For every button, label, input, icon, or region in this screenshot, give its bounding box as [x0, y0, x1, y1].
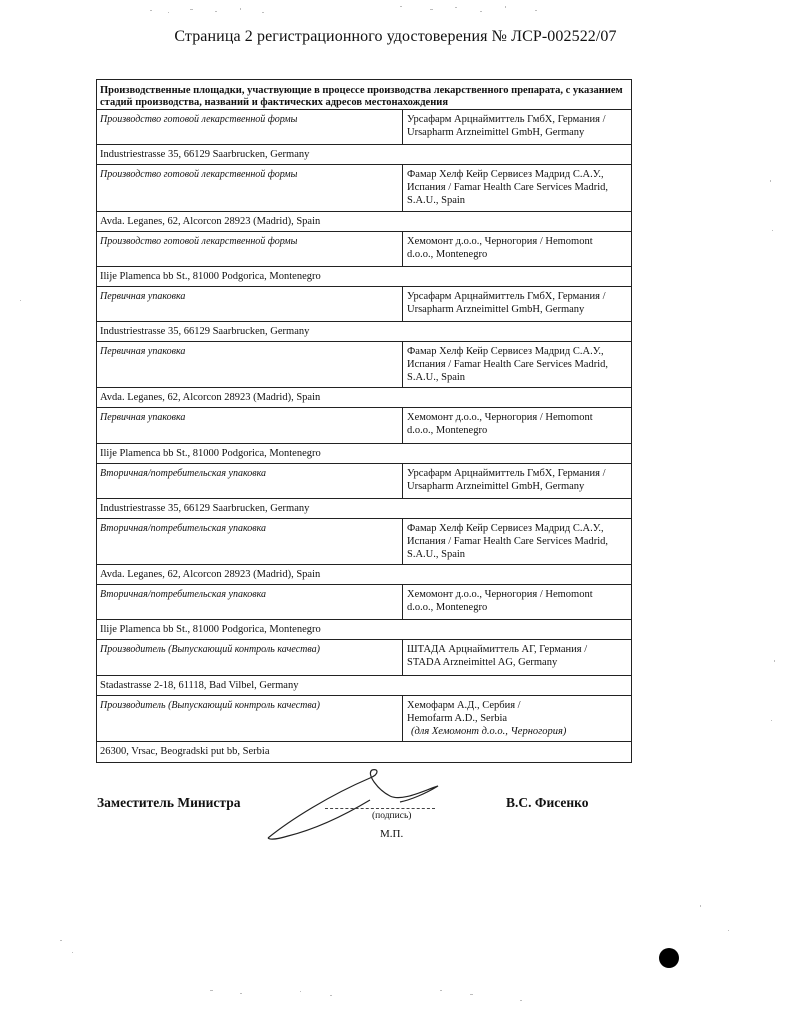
table-heading-row	[97, 80, 631, 110]
company-line: ШТАДА Арцнаймиттель АГ, Германия /	[407, 644, 588, 656]
site-stage-row	[97, 165, 631, 212]
address-cell: Industriestrasse 35, 66129 Saarbrucken, Germany	[100, 149, 310, 161]
address-row	[97, 444, 631, 464]
company-cell	[403, 232, 631, 266]
signature-block	[0, 780, 791, 860]
site-stage-row	[97, 585, 631, 620]
page-title: Страница 2 регистрационного удостоверения № ЛСР-002522/07	[174, 28, 617, 45]
company-cell	[403, 287, 631, 321]
company-line: Хемомонт д.о.о., Черногория / Hemomont	[407, 412, 593, 424]
address-cell: Ilije Plamenca bb St., 81000 Podgorica, Montenegro	[100, 624, 321, 636]
company-line: Фамар Хелф Кейр Сервисез Мадрид С.А.У.,	[407, 169, 604, 181]
company-cell	[403, 585, 631, 619]
company-cell	[403, 696, 631, 742]
company-cell	[403, 464, 631, 498]
company-line: Испания / Famar Health Care Services Madrid,	[407, 182, 608, 194]
address-row	[97, 499, 631, 519]
site-stage-row	[97, 110, 631, 145]
company-cell	[403, 408, 631, 442]
company-line: Ursapharm Arzneimittel GmbH, Germany	[407, 480, 585, 492]
site-stage-row	[97, 287, 631, 322]
stage-cell: Первичная упаковка	[97, 408, 403, 442]
address-row	[97, 145, 631, 165]
stage-cell: Вторичная/потребительская упаковка	[97, 585, 403, 619]
company-line: d.o.o., Montenegro	[407, 425, 488, 437]
company-line: Хемомонт д.о.о., Черногория / Hemomont	[407, 589, 593, 601]
signatory-name: В.С. Фисенко	[506, 795, 589, 810]
stage-cell: Производство готовой лекарственной формы	[97, 110, 403, 144]
address-row	[97, 212, 631, 232]
address-cell: 26300, Vrsac, Beogradski put bb, Serbia	[100, 746, 270, 758]
address-row	[97, 267, 631, 287]
company-line: Урсафарм Арцнаймиттель ГмбХ, Германия /	[407, 467, 606, 479]
site-stage-row	[97, 640, 631, 675]
punch-hole-mark	[659, 948, 679, 968]
address-cell: Avda. Leganes, 62, Alcorcon 28923 (Madrid), Spain	[100, 569, 321, 581]
company-line: Хемомонт д.о.о., Черногория / Hemomont	[407, 235, 593, 247]
company-cell	[403, 110, 631, 144]
site-stage-row	[97, 232, 631, 267]
company-line: d.o.o., Montenegro	[407, 248, 488, 260]
stage-cell: Первичная упаковка	[97, 287, 403, 321]
address-cell: Industriestrasse 35, 66129 Saarbrucken, Germany	[100, 502, 310, 514]
site-stage-row	[97, 519, 631, 566]
site-stage-row	[97, 342, 631, 389]
site-stage-row	[97, 408, 631, 443]
address-cell: Avda. Leganes, 62, Alcorcon 28923 (Madrid), Spain	[100, 392, 321, 404]
address-cell: Ilije Plamenca bb St., 81000 Podgorica, Montenegro	[100, 447, 321, 459]
stage-cell: Производитель (Выпускающий контроль качества)	[97, 640, 403, 674]
company-line: Хемофарм А.Д., Сербия /	[407, 699, 521, 711]
address-row	[97, 322, 631, 342]
address-row	[97, 620, 631, 640]
company-note: (для Хемомонт д.о.о., Черногория)	[411, 725, 567, 737]
table-heading: Производственные площадки, участвующие в процессе производства лекарственного препарата, с указанием стадий производства, названий и фактических адресов местонахождения	[100, 85, 623, 108]
company-line: Фамар Хелф Кейр Сервисез Мадрид С.А.У.,	[407, 522, 604, 534]
company-line: Урсафарм Арцнаймиттель ГмбХ, Германия /	[407, 290, 606, 302]
signature-line	[325, 808, 435, 809]
company-line: Фамар Хелф Кейр Сервисез Мадрид С.А.У.,	[407, 345, 604, 357]
company-cell	[403, 342, 631, 388]
company-line: STADA Arzneimittel AG, Germany	[407, 657, 558, 669]
stamp-caption: М.П.	[380, 828, 404, 840]
site-stage-row	[97, 696, 631, 743]
company-cell	[403, 165, 631, 211]
address-cell: Ilije Plamenca bb St., 81000 Podgorica, Montenegro	[100, 270, 321, 282]
company-line: Ursapharm Arzneimittel GmbH, Germany	[407, 127, 585, 138]
signature-caption: (подпись)	[372, 811, 412, 821]
company-line: S.A.U., Spain	[407, 195, 466, 207]
stage-cell: Вторичная/потребительская упаковка	[97, 519, 403, 565]
company-cell	[403, 519, 631, 565]
company-line: d.o.o., Montenegro	[407, 602, 488, 614]
address-row	[97, 565, 631, 585]
stage-cell: Производство готовой лекарственной формы	[97, 232, 403, 266]
stage-cell: Первичная упаковка	[97, 342, 403, 388]
company-line: Hemofarm A.D., Serbia	[407, 712, 508, 724]
address-cell: Avda. Leganes, 62, Alcorcon 28923 (Madrid), Spain	[100, 215, 321, 227]
address-row	[97, 388, 631, 408]
company-line: Урсафарм Арцнаймиттель ГмбХ, Германия /	[407, 114, 606, 125]
production-sites-table	[96, 79, 632, 763]
address-cell: Industriestrasse 35, 66129 Saarbrucken, Germany	[100, 325, 310, 337]
company-cell	[403, 640, 631, 674]
company-line: Ursapharm Arzneimittel GmbH, Germany	[407, 303, 585, 315]
address-row	[97, 742, 631, 762]
company-line: Испания / Famar Health Care Services Madrid,	[407, 358, 608, 370]
stage-cell: Производитель (Выпускающий контроль качества)	[97, 696, 403, 742]
address-cell: Stadastrasse 2-18, 61118, Bad Vilbel, Germany	[100, 679, 299, 691]
site-stage-row	[97, 464, 631, 499]
company-line: S.A.U., Spain	[407, 548, 466, 560]
signatory-title: Заместитель Министра	[97, 795, 241, 810]
company-line: S.A.U., Spain	[407, 371, 466, 383]
stage-cell: Производство готовой лекарственной формы	[97, 165, 403, 211]
address-row	[97, 676, 631, 696]
stage-cell: Вторичная/потребительская упаковка	[97, 464, 403, 498]
company-line: Испания / Famar Health Care Services Madrid,	[407, 535, 608, 547]
